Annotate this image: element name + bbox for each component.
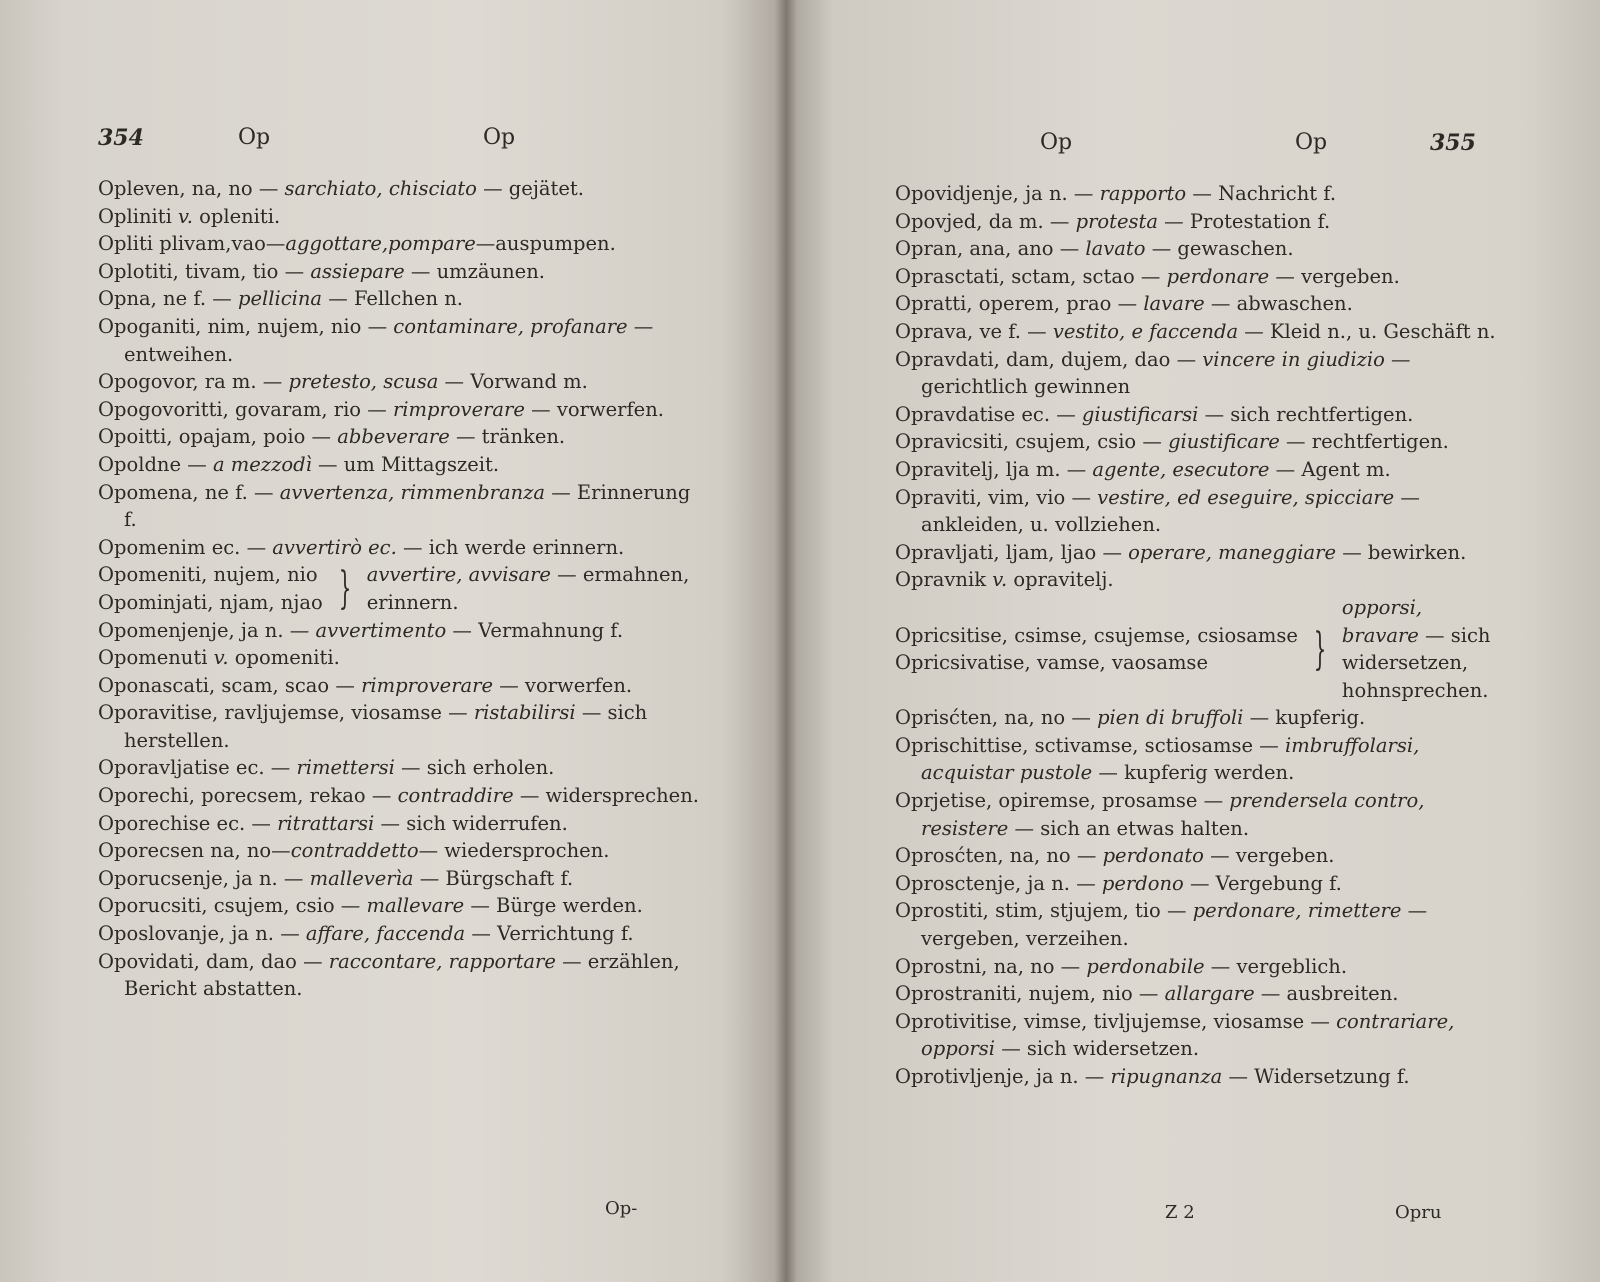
dictionary-entry [895,208,1500,236]
entry-german: — gewaschen. [1145,237,1294,261]
right-entries [895,180,1500,1091]
entry-german: — Widersetzung f. [1222,1065,1410,1088]
entry-german: — gejätet. [476,177,584,200]
dictionary-entry [98,230,705,258]
entry-headword: Opoldne — [98,452,213,476]
entry-italian: a mezzodì [212,452,312,476]
entry-italian: rimproverare [392,397,525,421]
entry-italian: avvertire, avvisare [366,563,551,587]
dictionary-entry [895,953,1500,981]
left-head-left: Op [238,125,271,150]
entry-headword: Oprava, ve f. — [895,319,1053,343]
dictionary-entry [98,368,705,396]
entry-german: — wiedersprochen. [418,839,610,863]
entry-headword: Opovidjenje, ja n. — [895,182,1100,205]
dictionary-entry [98,313,705,368]
entry-italian: v. [178,204,193,228]
entry-german: — Nachricht f. [1186,182,1337,205]
left-entries [98,175,705,1003]
dictionary-entry [98,837,705,865]
entry-italian: imbruffolarsi, acquistar pustole [921,733,1420,785]
entry-italian: contaminare, profanare [393,314,628,338]
entry-headword: Oponascati, scam, scao — [98,673,362,697]
entry-german: — Bürgschaft f. [413,866,574,890]
entry-german: — Agent m. [1269,457,1391,481]
right-page-number: 355 [1430,130,1476,156]
entry-german: — ermahnen, erinnern. [366,563,690,614]
entry-headword: Oporavljatise ec. — [98,756,297,780]
entry-headword: Oporechise ec. — [98,811,278,835]
entry-headword: Oporechi, porecsem, rekao — [98,784,398,808]
entry-headword: Opratti, operem, prao — [895,292,1144,316]
entry-italian: vestire, ed eseguire, spicciare [1097,485,1395,509]
left-running-head [98,125,705,165]
entry-german: —auspumpen. [475,232,616,256]
entry-headword: Oporucsenje, ja n. — [98,866,310,890]
entry-italian: prendersela contro, resistere [921,789,1425,840]
dictionary-entry [895,263,1500,291]
paired-term: Opomeniti, nujem, nio [98,563,318,587]
entry-headword: Oprostni, na, no — [895,954,1087,978]
entry-headword: Opravljati, ljam, ljao — [895,540,1129,564]
entry-german: — entweihen. [124,314,654,366]
dictionary-entry [98,810,705,838]
dictionary-entry [895,318,1500,346]
dictionary-entry [895,346,1500,401]
entry-german: — Bürge werden. [464,894,643,918]
entry-italian: avvertirò ec. [272,535,397,559]
left-page [0,0,785,1282]
dictionary-entry [895,732,1500,787]
entry-german: — Protestation f. [1157,209,1331,233]
paired-terms [895,622,1298,677]
entry-headword: Opran, ana, ano — [895,237,1086,261]
entry-german: — ausbreiten. [1254,982,1399,1006]
dictionary-entry [98,534,705,562]
entry-italian: pellicina [237,287,323,311]
entry-headword: Opravicsiti, csujem, csio — [895,430,1169,454]
entry-headword: Opraviti, vim, vio — [895,485,1098,509]
entry-german: — gerichtlich gewinnen [921,347,1411,399]
dictionary-entry [98,423,705,451]
dictionary-entry [98,285,705,313]
entry-german: — vergeben, verzeihen. [921,899,1428,951]
dictionary-entry [98,865,705,893]
entry-italian: contraddetto [290,839,419,863]
paired-term: Opricsivatise, vamse, vaosamse [895,651,1208,675]
entry-italian: malleverìa [309,866,414,890]
entry-german: — Vorwand m. [438,370,588,394]
dictionary-entry [895,1008,1500,1063]
dictionary-entry [895,787,1500,842]
right-page [785,0,1600,1282]
dictionary-entry [98,175,705,203]
dictionary-entry [98,203,705,231]
entry-german: — um Mittagszeit. [311,452,500,476]
entry-headword: Opogovoritti, govaram, rio — [98,397,393,421]
dictionary-entry [895,456,1500,484]
entry-italian: ristabilirsi [473,701,576,725]
dictionary-entry [895,1063,1500,1091]
dictionary-entry [895,484,1500,539]
entry-german: — rechtfertigen. [1279,430,1449,454]
entry-headword: Oporucsiti, csujem, csio — [98,894,367,918]
entry-german: — bewirken. [1336,540,1467,564]
entry-german: — abwaschen. [1204,292,1353,316]
entry-german: — vergeben. [1269,264,1400,288]
entry-headword: Oprischittise, sctivamse, sctiosamse — [895,733,1285,757]
entry-german: — sich erholen. [394,756,555,780]
entry-headword: Opovidati, dam, dao — [98,949,329,973]
dictionary-entry [895,980,1500,1008]
dictionary-entry [895,897,1500,952]
entry-headword: Opomenuti [98,646,214,670]
entry-headword: Opliti plivam,vao— [98,232,286,256]
entry-german: — kupferig. [1243,706,1366,730]
entry-german: — Vermahnung f. [446,618,624,642]
dictionary-entry [895,401,1500,429]
entry-italian: perdonato [1102,844,1204,868]
entry-german: — Fellchen n. [322,287,463,311]
dictionary-entry [98,892,705,920]
entry-headword: Opovjed, da m. — [895,209,1076,233]
entry-italian: rimettersi [296,756,395,780]
entry-german: — tränken. [449,425,566,449]
dictionary-entry [98,948,705,1003]
entry-headword: Oprostiti, stim, stjujem, tio — [895,899,1193,923]
dictionary-entry [895,566,1500,594]
entry-german: — kupferig werden. [1092,761,1295,785]
entry-german: — vergeblich. [1204,954,1348,978]
entry-italian: contrariare, opporsi [921,1009,1455,1061]
entry-italian: v. [992,568,1008,592]
entry-italian: operare, maneggiare [1128,540,1337,564]
entry-german: — widersprechen. [513,784,699,808]
dictionary-entry [98,479,705,534]
entry-german: — sich an etwas halten. [1008,816,1250,840]
entry-italian: vincere in giudizio [1202,347,1385,371]
entry-headword: Opomena, ne f. — [98,480,280,504]
entry-italian: contraddire [397,784,514,808]
entry-headword: Opravnik [895,568,993,592]
dictionary-entry [895,704,1500,732]
dictionary-entry [895,180,1500,208]
entry-italian: perdono [1101,871,1184,895]
entry-german: — vorwerfen. [493,673,633,697]
right-signature: Z 2 [1165,1202,1195,1223]
dictionary-entry [98,396,705,424]
dictionary-entry [895,290,1500,318]
entry-headword: Opoganiti, nim, nujem, nio — [98,314,394,338]
entry-german: — sich rechtfertigen. [1198,402,1414,426]
entry-italian: assiepare [310,259,405,283]
right-head-left: Op [1040,130,1073,155]
entry-italian: perdonare [1166,264,1270,288]
entry-german: — sich widerrufen. [374,811,568,835]
entry-headword: Oprosćten, na, no — [895,844,1103,868]
entry-headword: Opleven, na, no — [98,177,285,200]
paired-entry [98,561,705,616]
brace-icon: } [1313,623,1327,675]
dictionary-entry [895,428,1500,456]
entry-german: opleniti. [192,204,281,228]
entry-italian: ripugnanza [1110,1065,1223,1088]
entry-italian: abbeverare [337,425,450,449]
left-page-number: 354 [98,125,144,151]
entry-headword: Oporavitise, ravljujemse, viosamse — [98,701,474,725]
entry-italian: agente, esecutore [1092,457,1270,481]
entry-german: — sich widersetzen. [995,1037,1200,1061]
left-catchword: Op- [605,1198,638,1219]
entry-italian: pien di bruffoli [1097,706,1244,730]
paired-terms [98,561,323,616]
dictionary-entry [895,235,1500,263]
entry-italian: mallevare [366,894,465,918]
dictionary-entry [895,539,1500,567]
entry-headword: Oprosctenje, ja n. — [895,871,1102,895]
dictionary-entry [98,920,705,948]
entry-italian: v. [213,646,229,670]
entry-german: — sich widersetzen, hohnsprechen. [1341,623,1491,702]
entry-german: opomeniti. [228,646,340,670]
paired-definition [1342,594,1500,704]
entry-italian: aggottare,pompare [285,232,476,256]
entry-italian: rimproverare [361,673,494,697]
entry-german: — vergeben. [1203,844,1335,868]
brace-icon: } [338,563,352,615]
entry-italian: sarchiato, chisciato [284,177,477,200]
dictionary-entry [98,754,705,782]
dictionary-entry [895,842,1500,870]
dictionary-entry [98,617,705,645]
right-running-head [895,130,1500,170]
entry-headword: Oplotiti, tivam, tio — [98,259,311,283]
dictionary-entry [98,258,705,286]
entry-headword: Opogovor, ra m. — [98,370,289,394]
entry-italian: avvertenza, rimmenbranza [279,480,546,504]
paired-term: Opricsitise, csimse, csujemse, csiosamse [895,623,1298,647]
dictionary-entry [98,672,705,700]
paired-definition [367,561,705,616]
entry-headword: Opomenim ec. — [98,535,273,559]
entry-headword: Oprjetise, opiremse, prosamse — [895,789,1230,813]
dictionary-entry [98,782,705,810]
entry-italian: lavato [1085,237,1146,261]
entry-italian: pretesto, scusa [288,370,439,394]
entry-headword: Opna, ne f. — [98,287,238,311]
entry-german: — ich werde erinnern. [396,535,625,559]
entry-italian: avvertimento [315,618,447,642]
entry-german: — Kleid n., u. Geschäft n. [1238,319,1496,343]
entry-headword: Opravdati, dam, dujem, dao — [895,347,1203,371]
paired-term: Opominjati, njam, njao [98,590,323,614]
entry-headword: Oprasctati, sctam, sctao — [895,264,1167,288]
entry-italian: giustificare [1168,430,1280,454]
entry-italian: opporsi, bravare [1341,595,1423,647]
left-head-right: Op [483,125,516,150]
dictionary-entry [98,451,705,479]
entry-german: — vorwerfen. [524,397,664,421]
entry-headword: Oporecsen na, no— [98,839,291,863]
entry-german: — Vergebung f. [1183,871,1342,895]
entry-german: — sich herstellen. [124,701,648,752]
entry-italian: raccontare, rapportare [328,949,556,973]
entry-headword: Opomenjenje, ja n. — [98,618,316,642]
entry-italian: allargare [1164,982,1255,1006]
entry-italian: affare, faccenda [305,922,466,946]
entry-headword: Oprotivljenje, ja n. — [895,1065,1111,1088]
entry-italian: ritrattarsi [277,811,375,835]
entry-headword: Oposlovanje, ja n. — [98,922,306,946]
entry-italian: protesta [1075,209,1158,233]
right-catchword: Opru [1395,1202,1442,1223]
dictionary-entry [98,644,705,672]
entry-german: — Erinnerung f. [124,480,691,532]
entry-headword: Oprisćten, na, no — [895,706,1098,730]
entry-german: — Verrichtung f. [465,922,634,946]
right-head-right: Op [1295,130,1328,155]
entry-headword: Opliniti [98,204,179,228]
entry-german: — ankleiden, u. vollziehen. [921,485,1420,537]
dictionary-entry [98,699,705,754]
entry-italian: lavare [1143,292,1205,316]
entry-italian: vestito, e faccenda [1052,319,1239,343]
entry-italian: perdonare, rimettere [1192,899,1402,923]
entry-german: — erzählen, Bericht abstatten. [124,949,680,1001]
entry-headword: Oprotivitise, vimse, tivljujemse, viosamse — [895,1009,1337,1033]
entry-german: opravitelj. [1007,568,1114,592]
entry-italian: giustificarsi [1081,402,1199,426]
book-gutter [775,0,797,1282]
entry-headword: Opoitti, opajam, poio — [98,425,338,449]
dictionary-entry [895,870,1500,898]
entry-italian: perdonabile [1086,954,1205,978]
entry-headword: Opravdatise ec. — [895,402,1082,426]
entry-headword: Opravitelj, lja m. — [895,457,1093,481]
entry-headword: Oprostraniti, nujem, nio — [895,982,1165,1006]
entry-german: — umzäunen. [404,259,545,283]
paired-entry [895,594,1500,704]
entry-italian: rapporto [1099,182,1187,205]
